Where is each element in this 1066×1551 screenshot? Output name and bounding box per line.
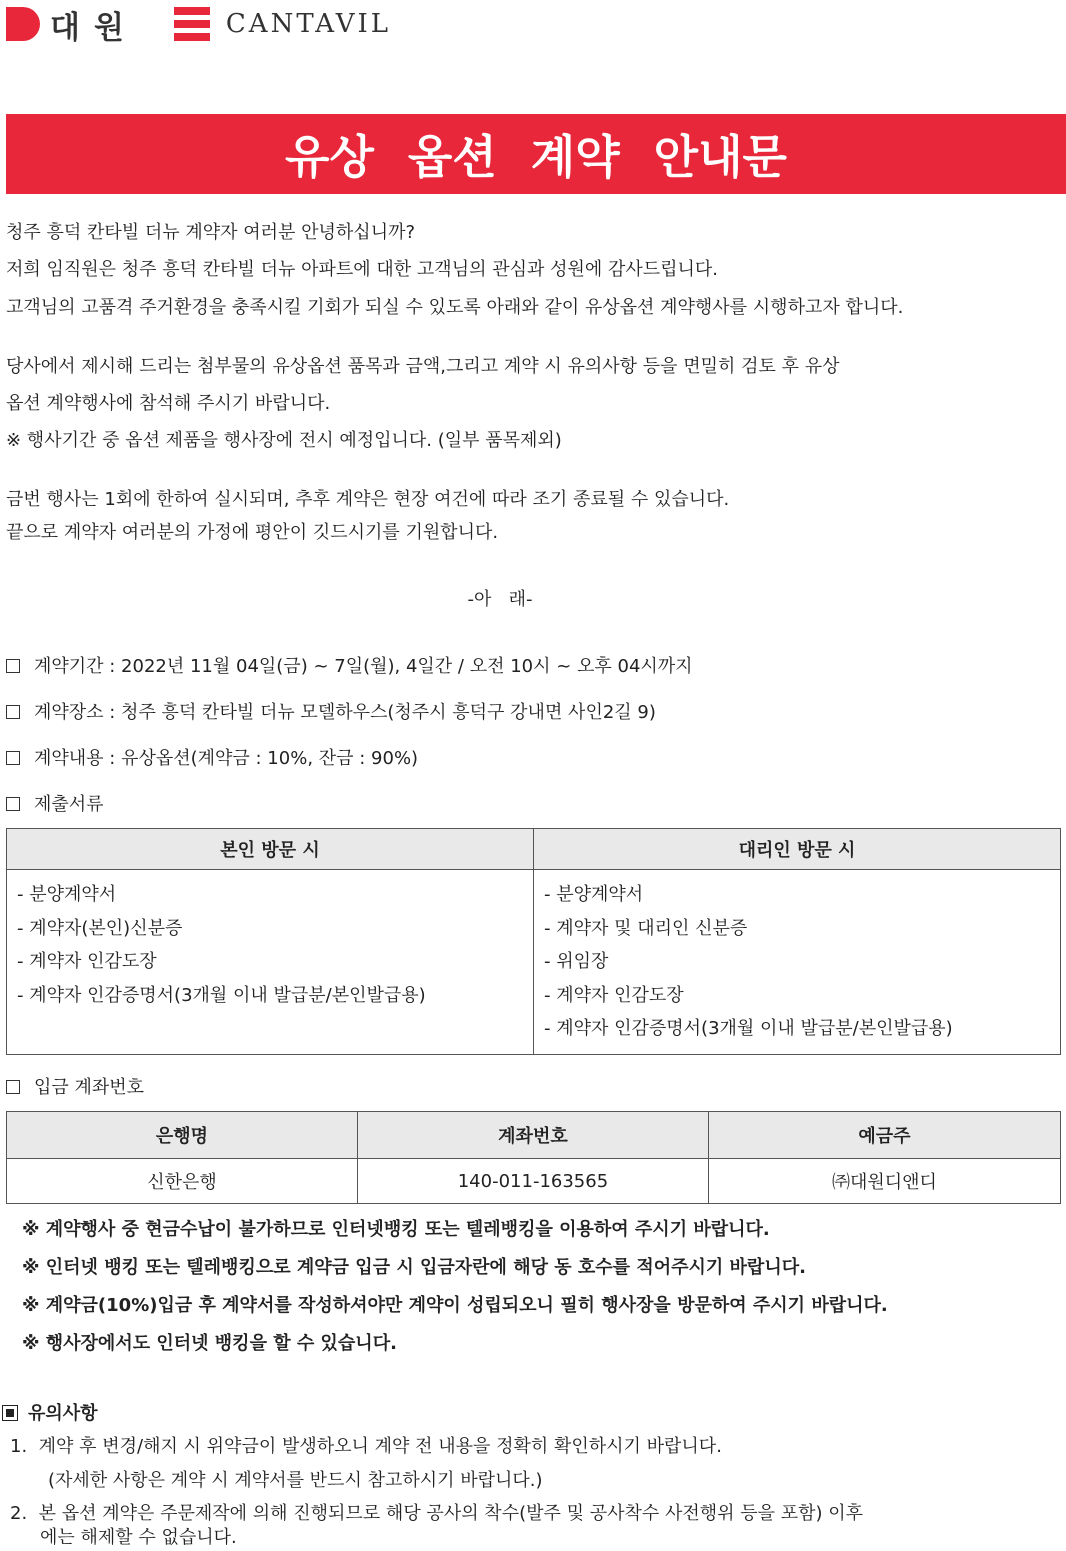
intro-line: 옵션 계약행사에 참석해 주시기 바랍니다. bbox=[6, 393, 331, 414]
list-item: - 계약자(본인)신분증 bbox=[17, 917, 183, 939]
bank-account-holder: ㈜대원디앤디 bbox=[708, 1159, 1060, 1204]
page-title: 유상 옵션 계약 안내문 bbox=[285, 130, 787, 184]
logo-bar bbox=[6, 4, 391, 44]
caution-item: 2. 본 옵션 계약은 주문제작에 의해 진행되므로 해당 공사의 착수(발주 및 공사착수 사전행위 등을 포함) 이후 bbox=[10, 1503, 864, 1524]
checkbox-icon bbox=[6, 1080, 20, 1094]
bank-header-account: 계좌번호 bbox=[357, 1112, 708, 1159]
cantavil-logo-icon bbox=[174, 7, 210, 41]
checkbox-icon bbox=[6, 751, 20, 765]
bank-account-number: 140-011-163565 bbox=[357, 1159, 708, 1204]
account-label: 입금 계좌번호 bbox=[6, 1076, 144, 1100]
cantavil-logo-text: CANTAVIL bbox=[225, 9, 392, 39]
caution-item-detail: (자세한 사항은 계약 시 계약서를 반드시 참고하시기 바랍니다.) bbox=[48, 1470, 543, 1491]
checkbox-icon bbox=[6, 659, 20, 673]
docs-cell-self bbox=[7, 870, 534, 1055]
intro-line: 청주 흥덕 칸타빌 더뉴 계약자 여러분 안녕하십니까? bbox=[6, 222, 416, 243]
bank-name: 신한은행 bbox=[7, 1159, 358, 1204]
bold-note: ※ 행사장에서도 인터넷 뱅킹을 할 수 있습니다. bbox=[22, 1333, 397, 1354]
caution-item-detail: 에는 해제할 수 없습니다. bbox=[40, 1527, 237, 1548]
list-item: - 위임장 bbox=[544, 951, 609, 972]
docs-header-self: 본인 방문 시 bbox=[7, 829, 534, 870]
list-item: - 분양계약서 bbox=[544, 884, 644, 905]
bank-header-holder: 예금주 bbox=[708, 1112, 1060, 1159]
bold-note: ※ 인터넷 뱅킹 또는 텔레뱅킹으로 계약금 입금 시 입금자란에 해당 동 호수를 적어주시기 바랍니다. bbox=[22, 1257, 806, 1278]
title-banner bbox=[6, 114, 1066, 194]
table-row bbox=[7, 1159, 1061, 1204]
docs-table bbox=[6, 828, 1061, 1055]
list-item: - 계약자 인감도장 bbox=[544, 984, 684, 1006]
docs-header-agent: 대리인 방문 시 bbox=[534, 829, 1061, 870]
list-item: - 계약자 인감증명서(3개월 이내 발급분/본인발급용) bbox=[544, 1018, 953, 1039]
list-item: - 계약자 및 대리인 신분증 bbox=[544, 917, 748, 939]
caution-item: 1. 계약 후 변경/해지 시 위약금이 발생하오니 계약 전 내용을 정확히 확인하시기 바랍니다. bbox=[10, 1436, 722, 1457]
detail-content: 계약내용 : 유상옵션(계약금 : 10%, 잔금 : 90%) bbox=[6, 747, 418, 771]
intro-line: 끝으로 계약자 여러분의 가정에 평안이 깃드시기를 기원합니다. bbox=[6, 522, 499, 543]
detail-period: 계약기간 : 2022년 11월 04일(금) ~ 7일(월), 4일간 / 오전 10시 ~ 오후 04시까지 bbox=[6, 655, 693, 679]
bold-note: ※ 계약행사 중 현금수납이 불가하므로 인터넷뱅킹 또는 텔레뱅킹을 이용하여 주시기 바랍니다. bbox=[22, 1219, 770, 1240]
list-item: - 계약자 인감도장 bbox=[17, 951, 157, 972]
intro-line: 당사에서 제시해 드리는 첨부물의 유상옵션 품목과 금액,그리고 계약 시 유의사항 등을 면밀히 검토 후 유상 bbox=[6, 356, 840, 377]
below-heading: -아 래- bbox=[467, 589, 533, 610]
filled-square-icon bbox=[2, 1405, 18, 1421]
detail-docs-label: 제출서류 bbox=[6, 793, 104, 817]
checkbox-icon bbox=[6, 705, 20, 719]
list-item: - 분양계약서 bbox=[17, 884, 117, 905]
caution-heading: 유의사항 bbox=[2, 1402, 98, 1426]
bank-table bbox=[6, 1111, 1061, 1204]
docs-cell-agent bbox=[534, 870, 1061, 1055]
detail-place: 계약장소 : 청주 흥덕 칸타빌 더뉴 모델하우스(청주시 흥덕구 강내면 사인2길 9) bbox=[6, 701, 656, 725]
intro-line: 고객님의 고품격 주거환경을 충족시킬 기회가 되실 수 있도록 아래와 같이 유상옵션 계약행사를 시행하고자 합니다. bbox=[6, 297, 904, 318]
list-item: - 계약자 인감증명서(3개월 이내 발급분/본인발급용) bbox=[17, 984, 426, 1006]
checkbox-icon bbox=[6, 797, 20, 811]
intro-line: 저희 임직원은 청주 흥덕 칸타빌 더뉴 아파트에 대한 고객님의 관심과 성원에 감사드립니다. bbox=[6, 259, 719, 280]
daewon-logo-text: 대원 bbox=[50, 9, 138, 46]
bank-header-name: 은행명 bbox=[7, 1112, 358, 1159]
intro-note: ※ 행사기간 중 옵션 제품을 행사장에 전시 예정입니다. (일부 품목제외) bbox=[6, 430, 562, 451]
intro-line: 금번 행사는 1회에 한하여 실시되며, 추후 계약은 현장 여건에 따라 조기 종료될 수 있습니다. bbox=[6, 489, 730, 510]
daewon-logo-icon bbox=[6, 7, 40, 41]
bold-note: ※ 계약금(10%)입금 후 계약서를 작성하셔야만 계약이 성립되오니 필히 행사장을 방문하여 주시기 바랍니다. bbox=[22, 1295, 888, 1316]
